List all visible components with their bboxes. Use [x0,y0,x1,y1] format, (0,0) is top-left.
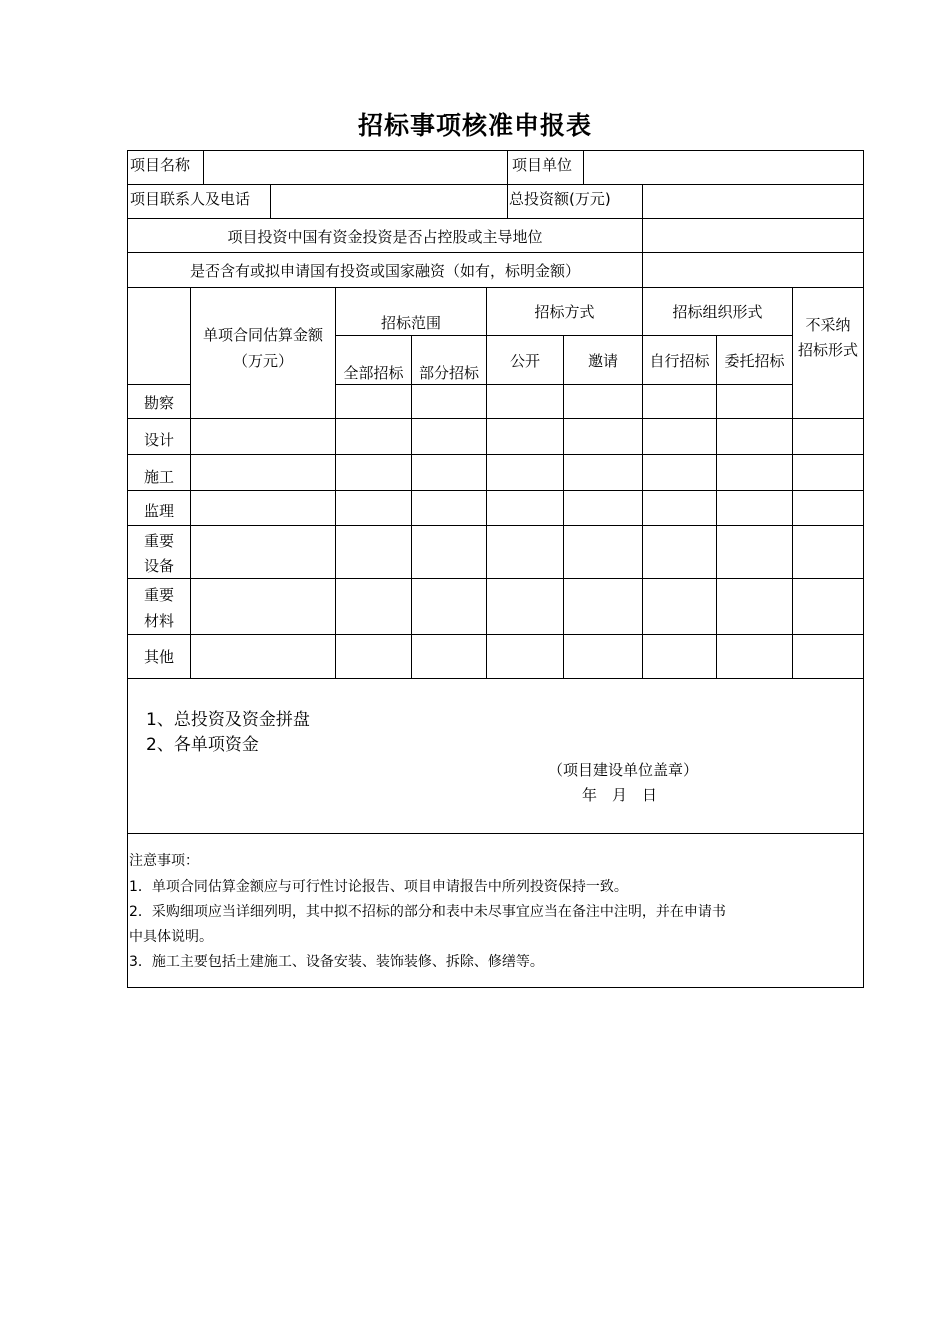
page-title: 招标事项核准申报表 [357,111,592,140]
state-fund-answer-field[interactable] [643,219,863,252]
row-label-line2: 设备 [143,557,174,575]
row-label: 重要 [143,532,174,550]
scope-full-header: 全部招标 [343,364,404,382]
org-self-header: 自行招标 [649,352,710,370]
state-finance-answer-field[interactable] [643,253,863,287]
seal-label: （项目建设单位盖章） [548,761,699,779]
remark-item-1: 1、总投资及资金拼盘 [146,710,310,730]
date-label: 年 月 日 [582,786,658,804]
total-investment-field[interactable] [643,185,863,218]
no-tender-header: 不采纳 [805,316,851,334]
scope-partial-header: 部分招标 [418,364,479,382]
contact-label: 项目联系人及电话 [130,190,251,208]
remark-item-2: 2、各单项资金 [146,735,259,755]
note-2-continued: 中具体说明。 [129,929,213,945]
note-2: 2．采购细项应当详细列明，其中拟不招标的部分和表中未尽事宜应当在备注中注明，并在申请书 [129,904,726,920]
project-unit-label: 项目单位 [512,156,573,174]
notes-heading: 注意事项： [129,853,199,869]
project-unit-field[interactable] [584,151,863,184]
method-open-header: 公开 [509,352,540,370]
state-finance-question: 是否含有或拟申请国有投资或国家融资（如有，标明金额） [189,262,580,280]
row-label: 勘察 [143,394,174,412]
total-investment-label: 总投资额(万元) [509,190,611,208]
state-fund-question: 项目投资中国有资金投资是否占控股或主导地位 [227,228,543,246]
no-tender-header-line2: 招标形式 [797,341,858,359]
row-label: 其他 [143,648,174,666]
scope-header: 招标范围 [380,314,441,332]
row-label: 重要 [143,586,174,604]
row-label: 设计 [143,431,174,449]
method-header: 招标方式 [534,303,595,321]
amount-header: 单项合同估算金额 [202,326,323,344]
row-label: 监理 [143,502,174,520]
project-name-label: 项目名称 [130,156,191,174]
note-1: 1．单项合同估算金额应与可行性讨论报告、项目申请报告中所列投资保持一致。 [129,879,628,895]
project-name-field[interactable] [204,151,507,184]
note-3: 3．施工主要包括土建施工、设备安装、装饰装修、拆除、修缮等。 [129,954,544,970]
row-label: 施工 [143,468,174,486]
org-header: 招标组织形式 [672,303,763,321]
amount-unit-header: （万元） [232,352,293,370]
org-entrust-header: 委托招标 [724,352,785,370]
method-invite-header: 邀请 [587,352,618,370]
contact-field[interactable] [271,185,507,218]
row-label-line2: 材料 [143,612,174,630]
